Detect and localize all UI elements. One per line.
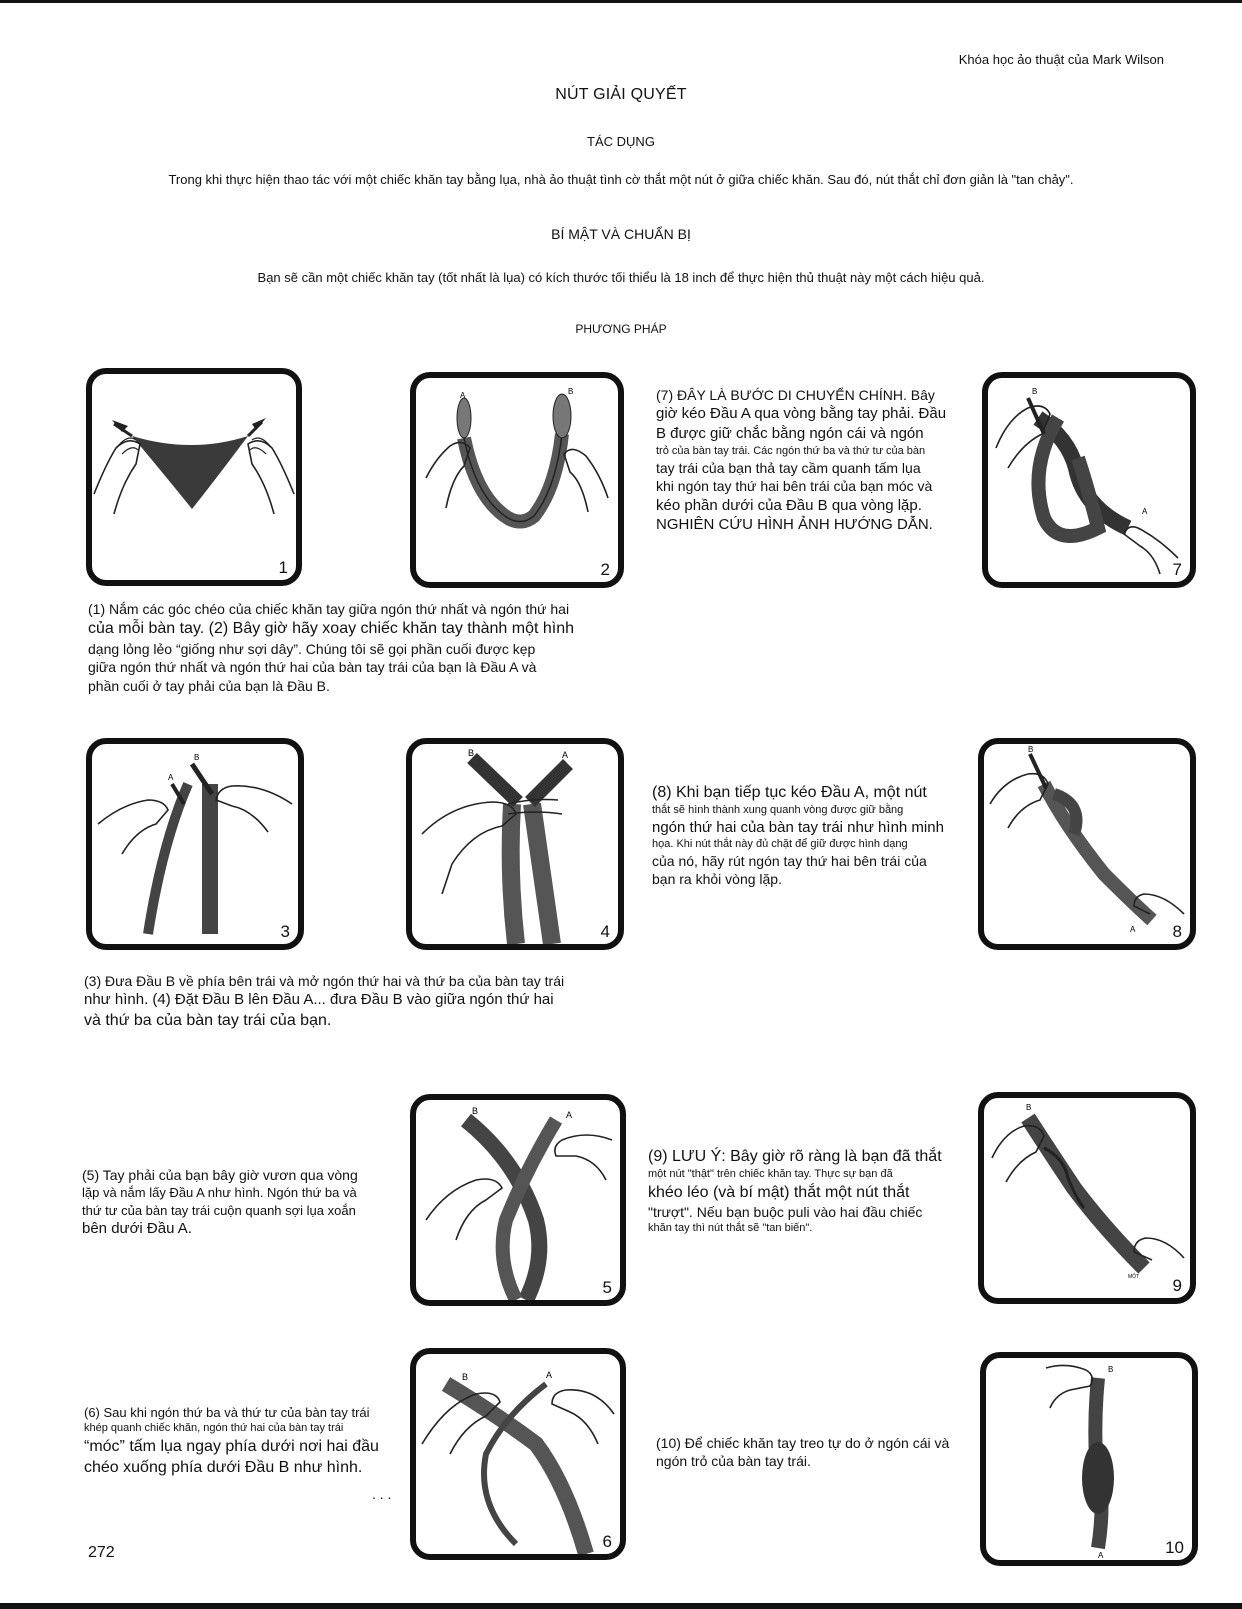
illustration-panel-4	[406, 738, 624, 950]
panel-number: 1	[278, 558, 288, 577]
illustration-panel-10	[980, 1352, 1198, 1566]
panel-number: 10	[1165, 1538, 1184, 1557]
illustration-panel-5	[410, 1094, 626, 1306]
page-title: NÚT GIẢI QUYẾT	[555, 86, 687, 103]
caption-step-10: (10) Để chiếc khăn tay treo tự do ở ngón cái và ngón trỏ của bàn tay trái.	[656, 1435, 950, 1470]
step-5-drawing	[416, 1100, 620, 1300]
secret-heading: BÍ MẬT VÀ CHUẨN BỊ	[551, 226, 691, 242]
page-number: 272	[88, 1544, 115, 1561]
label-a: A	[1130, 925, 1136, 934]
panel-number: 2	[600, 560, 610, 579]
effect-heading: TÁC DỤNG	[587, 134, 655, 149]
step-2-drawing	[416, 378, 618, 582]
label-b: B	[468, 748, 475, 758]
label-a: A	[546, 1370, 553, 1380]
label-mot: MỘT	[1128, 1274, 1140, 1280]
step-7-drawing	[988, 378, 1190, 582]
panel-number: 7	[1172, 560, 1182, 579]
running-header: Khóa học ảo thuật của Mark Wilson	[958, 52, 1164, 67]
label-b: B	[1028, 745, 1034, 754]
step-8-drawing	[984, 744, 1190, 944]
panel-number: 5	[602, 1278, 612, 1297]
illustration-panel-6	[410, 1348, 626, 1560]
panel-number: 8	[1172, 922, 1182, 941]
label-b: B	[472, 1106, 479, 1116]
label-a: A	[1142, 507, 1148, 516]
step-9-drawing	[984, 1098, 1190, 1298]
illustration-panel-2	[410, 372, 624, 588]
top-rule	[0, 0, 1242, 3]
bottom-rule	[0, 1603, 1242, 1609]
caption-steps-1-2: (1) Nắm các góc chéo của chiếc khăn tay giữa ngón thứ nhất và ngón thứ hai của mỗi bàn tay. (2) Bây giờ hãy xoay chiếc khăn tay thành một hình dạng lỏng lẻo “giống như sợi dây”. Chúng tôi sẽ gọi phần cuối được kẹp giữa ngón thứ nhất và ngón thứ hai của bàn tay trái của bạn là Đầu A và phần cuối ở tay phải của bạn là Đầu B.	[88, 601, 575, 694]
step-3-drawing	[92, 744, 298, 944]
illustration-panel-3	[86, 738, 304, 950]
label-a: A	[562, 750, 569, 760]
label-b: B	[1108, 1365, 1114, 1374]
label-b: B	[1032, 387, 1038, 396]
effect-text: Trong khi thực hiện thao tác với một chiếc khăn tay bằng lụa, nhà ảo thuật tình cờ thắt một nút ở giữa chiếc khăn. Sau đó, nút thắt chỉ đơn giản là "tan chảy".	[168, 172, 1074, 187]
step-10-drawing	[986, 1358, 1192, 1560]
panel-number: 3	[280, 922, 290, 941]
illustration-panel-7	[982, 372, 1196, 588]
label-a: A	[566, 1110, 573, 1120]
caption-steps-3-4: (3) Đưa Đầu B về phía bên trái và mở ngón thứ hai và thứ ba của bàn tay trái như hình. (4) Đặt Đầu B lên Đầu A... đưa Đầu B vào giữa ngón thứ hai và thứ ba của bàn tay trái của bạn.	[84, 973, 565, 1030]
label-b: B	[462, 1372, 469, 1382]
caption-step-9: (9) LƯU Ý: Bây giờ rõ ràng là bạn đã thắt một nút "thật" trên chiếc khăn tay. Thực sự bạn đã khéo léo (và bí mật) thắt một nút thắt "trượt". Nếu bạn buộc puli vào hai đầu chiếc khăn tay thì nút thắt sẽ "tan biến".	[648, 1148, 942, 1235]
panel-number: 9	[1172, 1276, 1182, 1295]
label-a: A	[1098, 1551, 1104, 1560]
illustration-panel-1	[86, 368, 302, 586]
label-a: A	[168, 773, 174, 782]
label-b: B	[568, 387, 574, 396]
label-b: B	[194, 753, 200, 762]
label-a: A	[460, 391, 466, 400]
illustration-panel-9	[978, 1092, 1196, 1304]
caption-step-6-ellipsis: . . .	[372, 1486, 392, 1502]
method-heading: PHƯƠNG PHÁP	[575, 322, 667, 336]
illustration-panel-8	[978, 738, 1196, 950]
caption-step-6: (6) Sau khi ngón thứ ba và thứ tư của bàn tay trái khép quanh chiếc khăn, ngón thứ hai của bàn tay trái “móc” tấm lụa ngay phía dưới nơi hai đầu chéo xuống phía dưới Đầu B như hình.	[84, 1405, 379, 1476]
step-1-drawing	[92, 374, 296, 580]
step-6-drawing	[416, 1354, 620, 1554]
panel-number: 4	[600, 922, 610, 941]
secret-text: Bạn sẽ cần một chiếc khăn tay (tốt nhất là lụa) có kích thước tối thiểu là 18 inch để thực hiện thủ thuật này một cách hiệu quả.	[257, 270, 985, 285]
panel-number: 6	[602, 1532, 612, 1551]
caption-step-5: (5) Tay phải của bạn bây giờ vươn qua vòng lặp và nắm lấy Đầu A như hình. Ngón thứ ba và thứ tư của bàn tay trái cuộn quanh sợi lụa xoắn bên dưới Đầu A.	[82, 1167, 358, 1237]
caption-step-7: (7) ĐÂY LÀ BƯỚC DI CHUYỂN CHÍNH. Bây giờ kéo Đầu A qua vòng bằng tay phải. Đầu B được giữ chắc bằng ngón cái và ngón trỏ của bàn tay trái. Các ngón thứ ba và thứ tư của bàn tay trái của bạn thả tay cầm quanh tấm lụa khi ngón tay thứ hai bên trái của bạn móc và kéo phần dưới của Đầu B qua vòng lặp. NGHIÊN CỨU HÌNH ẢNH HƯỚNG DẪN.	[656, 387, 947, 534]
caption-step-8: (8) Khi bạn tiếp tục kéo Đầu A, một nút thắt sẽ hình thành xung quanh vòng được giữ bằng ngón thứ hai của bàn tay trái như hình minh họa. Khi nút thắt này đủ chặt để giữ được hình dạng của nó, hãy rút ngón tay thứ hai bên trái của bạn ra khỏi vòng lặp.	[652, 784, 944, 888]
step-4-drawing	[412, 744, 618, 944]
label-b: B	[1026, 1103, 1032, 1112]
